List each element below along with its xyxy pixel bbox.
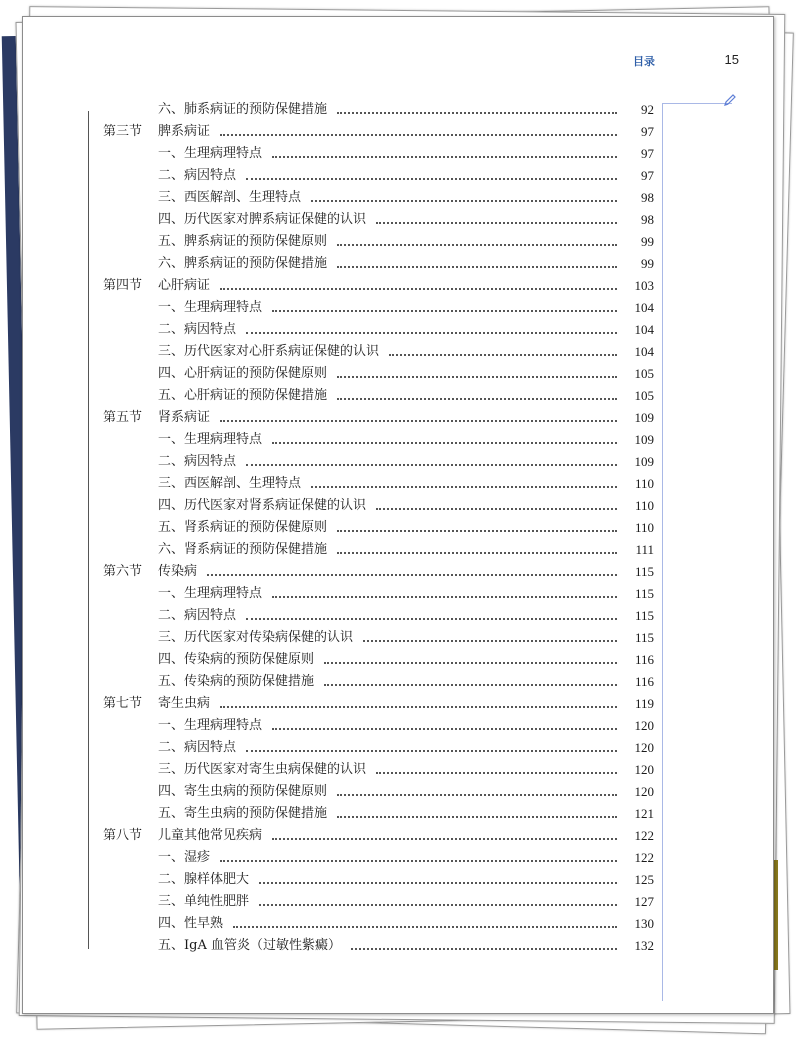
toc-entry [158,473,623,495]
toc-page-number: 110 [634,498,654,513]
toc-entry-title: 二、病因特点 [158,454,237,469]
toc-entry-title: 一、生理病理特点 [158,432,263,447]
toc-entry [158,825,623,847]
toc-page-number: 122 [634,828,654,843]
toc-row[interactable] [23,187,773,209]
toc-row[interactable] [23,319,773,341]
toc-entry [158,561,623,583]
toc-entry-title: 五、IgA 血管炎（过敏性紫癜） [158,938,341,953]
toc-entry [158,319,623,341]
toc-entry [158,935,623,957]
toc-page-number: 130 [634,916,654,931]
toc-dot-leader [246,749,617,752]
toc-row[interactable] [23,253,773,275]
toc-dot-leader [259,903,617,906]
toc-entry-title: 四、寄生虫病的预防保健原则 [158,784,328,799]
toc-row[interactable] [23,825,773,847]
toc-entry-title: 四、心肝病证的预防保健原则 [158,366,328,381]
toc-entry [158,869,623,891]
toc-dot-leader [376,507,617,510]
toc-dot-leader [220,859,617,862]
toc-dot-leader [246,177,617,180]
toc-entry [158,407,623,429]
toc-page-number: 110 [634,520,654,535]
toc-page-number: 103 [634,278,654,293]
toc-section-label: 第四节 [103,278,143,293]
toc-dot-leader [207,573,617,576]
toc-dot-leader [324,683,617,686]
toc-page-number: 121 [634,806,654,821]
toc-page-number: 92 [641,102,654,117]
toc-row[interactable] [23,473,773,495]
toc-entry [158,143,623,165]
toc-dot-leader [311,199,617,202]
toc-row[interactable] [23,913,773,935]
toc-section-label: 第三节 [103,124,143,139]
toc-row[interactable] [23,847,773,869]
toc-entry [158,341,623,363]
toc-entry [158,781,623,803]
toc-page-number: 98 [641,212,654,227]
toc-row[interactable] [23,517,773,539]
toc-page-number: 98 [641,190,654,205]
toc-entry [158,913,623,935]
toc-entry [158,99,623,121]
toc-row[interactable] [23,495,773,517]
toc-section-label: 第五节 [103,410,143,425]
toc-entry [158,275,623,297]
toc-page-number: 116 [634,652,654,667]
toc-row[interactable] [23,561,773,583]
toc-dot-leader [337,397,617,400]
toc-row[interactable] [23,209,773,231]
toc-entry-title: 肾系病证 [158,410,211,425]
toc-page-number: 109 [634,454,654,469]
toc-row[interactable] [23,583,773,605]
toc-entry-title: 心肝病证 [158,278,211,293]
toc-dot-leader [311,485,617,488]
toc-page-number: 109 [634,410,654,425]
toc-entry-title: 二、病因特点 [158,322,237,337]
toc-row[interactable] [23,341,773,363]
toc-entry [158,429,623,451]
toc-entry-title: 五、寄生虫病的预防保健措施 [158,806,328,821]
toc-row[interactable] [23,737,773,759]
toc-section-label: 第八节 [103,828,143,843]
toc-entry [158,253,623,275]
toc-row[interactable] [23,275,773,297]
toc-section-label: 第七节 [103,696,143,711]
toc-dot-leader [220,419,617,422]
toc-entry [158,121,623,143]
toc-page-number: 97 [641,146,654,161]
toc-entry-title: 一、生理病理特点 [158,718,263,733]
toc-entry [158,495,623,517]
toc-entry [158,451,623,473]
toc-entry-title: 一、湿疹 [158,850,211,865]
toc-row[interactable] [23,231,773,253]
toc-entry [158,209,623,231]
toc-page-number: 97 [641,124,654,139]
toc-entry [158,891,623,913]
toc-entry-title: 五、脾系病证的预防保健原则 [158,234,328,249]
toc-dot-leader [337,815,617,818]
toc-page-number: 110 [634,476,654,491]
toc-entry-title: 四、性早熟 [158,916,224,931]
toc-dot-leader [220,287,617,290]
toc-page-number: 122 [634,850,654,865]
toc-entry [158,363,623,385]
toc-page-number: 127 [634,894,654,909]
toc-entry [158,583,623,605]
toc-entry-title: 三、西医解剖、生理特点 [158,476,302,491]
toc-dot-leader [220,133,617,136]
toc-row[interactable] [23,385,773,407]
toc-dot-leader [324,661,617,664]
toc-row[interactable] [23,407,773,429]
toc-dot-leader [272,441,617,444]
toc-dot-leader [246,463,617,466]
toc-entry [158,187,623,209]
toc-entry-title: 三、历代医家对心肝系病证保健的认识 [158,344,380,359]
toc-entry-title: 传染病 [158,564,198,579]
toc-page-number: 111 [635,542,654,557]
toc-entry-title: 四、传染病的预防保健原则 [158,652,315,667]
toc-dot-leader [389,353,617,356]
toc-dot-leader [351,947,617,950]
toc-row[interactable] [23,715,773,737]
toc-entry-title: 四、历代医家对肾系病证保健的认识 [158,498,367,513]
toc-dot-leader [272,309,617,312]
toc-entry [158,605,623,627]
toc-page-number: 120 [634,784,654,799]
toc-page-number: 104 [634,322,654,337]
toc-dot-leader [246,617,617,620]
toc-dot-leader [337,243,617,246]
toc-page-number: 120 [634,762,654,777]
toc-dot-leader [337,265,617,268]
toc-entry-title: 三、历代医家对寄生虫病保健的认识 [158,762,367,777]
toc-page-number: 99 [641,234,654,249]
toc-row[interactable] [23,649,773,671]
toc-page-number: 132 [634,938,654,953]
toc-entry [158,627,623,649]
toc-entry [158,803,623,825]
toc-entry [158,737,623,759]
toc-entry-title: 一、生理病理特点 [158,300,263,315]
toc-dot-leader [376,221,617,224]
toc-page-number: 119 [634,696,654,711]
toc-dot-leader [272,727,617,730]
toc-page-number: 105 [634,366,654,381]
toc-page-number: 105 [634,388,654,403]
toc-entry-title: 儿童其他常见疾病 [158,828,263,843]
toc-dot-leader [220,705,617,708]
toc-row[interactable] [23,693,773,715]
toc-entry-title: 五、心肝病证的预防保健措施 [158,388,328,403]
toc-entry-title: 二、病因特点 [158,608,237,623]
toc-dot-leader [337,375,617,378]
toc-page-number: 99 [641,256,654,271]
document-page [22,16,774,1014]
toc-dot-leader [272,155,617,158]
toc-row[interactable] [23,143,773,165]
toc-page-number: 109 [634,432,654,447]
toc-dot-leader [233,925,617,928]
toc-entry [158,539,623,561]
toc-entry [158,231,623,253]
toc-page-number: 125 [634,872,654,887]
toc-row[interactable] [23,759,773,781]
toc-dot-leader [337,529,617,532]
toc-entry-title: 六、肾系病证的预防保健措施 [158,542,328,557]
toc-entry [158,671,623,693]
toc-row[interactable] [23,605,773,627]
toc-row[interactable] [23,781,773,803]
toc-page-number: 120 [634,718,654,733]
toc-page-number: 97 [641,168,654,183]
toc-dot-leader [272,595,617,598]
toc-entry-title: 二、病因特点 [158,740,237,755]
toc-row[interactable] [23,539,773,561]
toc-section-label: 第六节 [103,564,143,579]
toc-entry [158,517,623,539]
toc-row[interactable] [23,627,773,649]
toc-entry [158,759,623,781]
toc-row[interactable] [23,165,773,187]
toc-page-number: 115 [634,586,654,601]
toc-entry-title: 五、传染病的预防保健措施 [158,674,315,689]
toc-row[interactable] [23,363,773,385]
toc-row[interactable] [23,803,773,825]
toc-page-number: 115 [634,630,654,645]
toc-entry-title: 一、生理病理特点 [158,586,263,601]
toc-entry-title: 二、病因特点 [158,168,237,183]
toc-entry-title: 三、单纯性肥胖 [158,894,250,909]
toc-entry-title: 四、历代医家对脾系病证保健的认识 [158,212,367,227]
toc-page-number: 104 [634,300,654,315]
toc-entry [158,165,623,187]
toc-dot-leader [272,837,617,840]
toc-row[interactable] [23,451,773,473]
toc-row[interactable] [23,671,773,693]
toc-entry [158,693,623,715]
toc-page-number: 104 [634,344,654,359]
toc-entry-title: 二、腺样体肥大 [158,872,250,887]
toc-entry-title: 三、历代医家对传染病保健的认识 [158,630,354,645]
toc-dot-leader [363,639,617,642]
page-number: 15 [724,52,739,67]
toc-entry-title: 三、西医解剖、生理特点 [158,190,302,205]
toc-entry [158,649,623,671]
toc-row[interactable] [23,429,773,451]
toc-entry-title: 六、脾系病证的预防保健措施 [158,256,328,271]
toc-dot-leader [246,331,617,334]
toc-dot-leader [376,771,617,774]
toc-entry [158,715,623,737]
toc-entry [158,847,623,869]
toc-row[interactable] [23,121,773,143]
toc-page-number: 115 [634,608,654,623]
toc-entry-title: 一、生理病理特点 [158,146,263,161]
table-of-contents [23,99,773,957]
toc-row[interactable] [23,99,773,121]
toc-row[interactable] [23,935,773,957]
toc-entry-title: 六、肺系病证的预防保健措施 [158,102,328,117]
header-title: 目录 [633,55,655,68]
toc-row[interactable] [23,297,773,319]
toc-entry [158,385,623,407]
toc-dot-leader [337,793,617,796]
toc-row[interactable] [23,891,773,913]
toc-entry-title: 脾系病证 [158,124,211,139]
toc-row[interactable] [23,869,773,891]
toc-entry-title: 五、肾系病证的预防保健原则 [158,520,328,535]
toc-entry-title: 寄生虫病 [158,696,211,711]
toc-dot-leader [337,551,617,554]
toc-page-number: 116 [634,674,654,689]
toc-entry [158,297,623,319]
toc-dot-leader [259,881,617,884]
toc-dot-leader [337,111,617,114]
toc-page-number: 120 [634,740,654,755]
toc-page-number: 115 [634,564,654,579]
